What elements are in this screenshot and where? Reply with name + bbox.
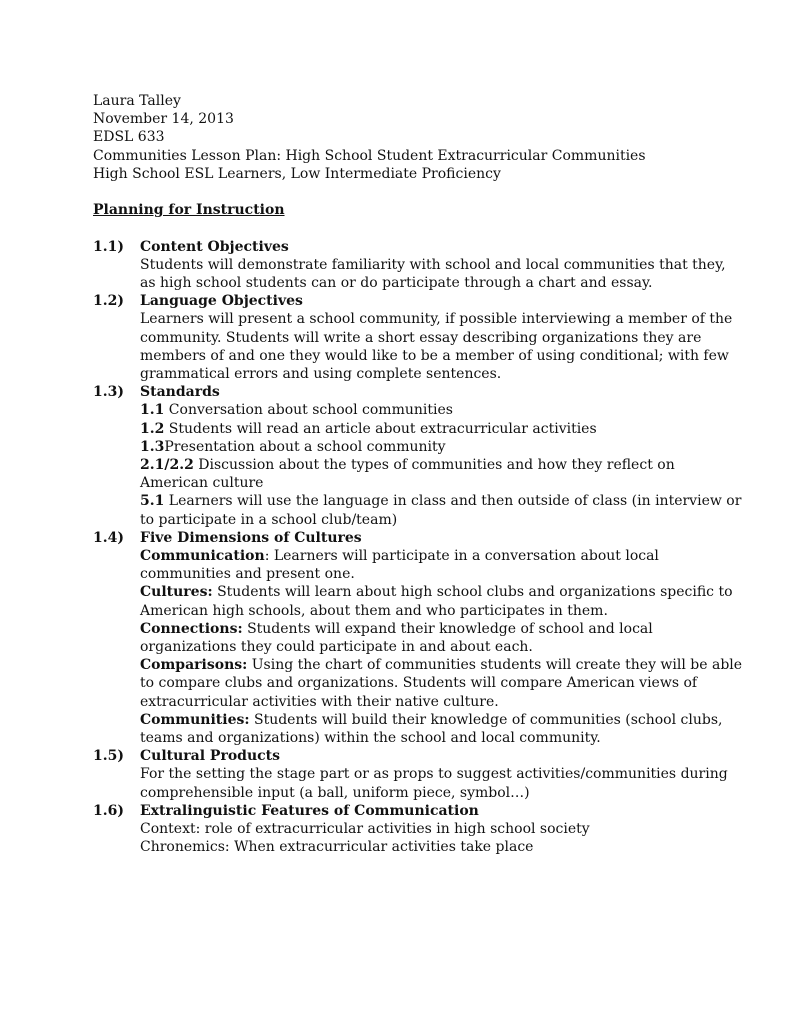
dimension-continuation: American high schools, about them and who participates in them. — [140, 602, 608, 619]
section-number: 1.3) — [93, 384, 124, 401]
dimension-connections — [140, 620, 711, 638]
dimension-continuation: teams and organizations) within the school and local community. — [140, 730, 601, 747]
section-number: 1.6) — [93, 802, 124, 819]
section-number: 1.1) — [93, 238, 124, 255]
dimension-communication — [140, 547, 711, 565]
section-title: Standards — [140, 384, 220, 401]
section-text: Learners will present a school community, if possible interviewing a member of the — [140, 311, 733, 328]
dimension-continuation: organizations they could participate in and about each. — [140, 639, 533, 656]
section-title: Content Objectives — [140, 238, 289, 255]
dimension-label: Comparisons: — [140, 657, 248, 674]
section-title: Extralinguistic Features of Communication — [140, 802, 479, 819]
section-text: as high school students can or do participate through a chart and essay. — [140, 275, 653, 291]
dimension-continuation: extracurricular activities with their native culture. — [140, 693, 499, 710]
standard-label: 2.1/2.2 — [140, 457, 194, 474]
standard-text: Learners will use the language in class and then outside of class (in interview or — [164, 493, 742, 510]
standard-label: 1.3 — [140, 438, 165, 455]
section-number: 1.5) — [93, 748, 124, 765]
section-heading: Planning for Instruction — [93, 202, 285, 219]
section-title: Cultural Products — [140, 748, 281, 765]
dimension-continuation: communities and present one. — [140, 566, 355, 583]
section-text: Chronemics: When extracurricular activities take place — [140, 839, 534, 856]
document-date: November 14, 2013 — [93, 111, 234, 128]
standard-item — [140, 456, 711, 474]
section-text: comprehensible input (a ball, uniform piece, symbol…) — [140, 784, 530, 801]
dimension-text: Students will expand their knowledge of school and local — [242, 620, 653, 637]
standard-label: 1.2 — [140, 420, 165, 437]
dimension-label: Connections: — [140, 620, 243, 637]
standard-label: 1.1 — [140, 402, 165, 419]
dimension-continuation: to compare clubs and organizations. Students will compare American views of — [140, 675, 698, 692]
dimension-label: Communities: — [140, 711, 250, 728]
standard-item — [140, 492, 742, 510]
standard-text: Students will read an article about extracurricular activities — [164, 420, 597, 437]
dimension-text: Students will build their knowledge of communities (school clubs, — [249, 711, 723, 728]
standard-continuation: American culture — [140, 475, 264, 492]
audience-line: High School ESL Learners, Low Intermediate Proficiency — [93, 165, 501, 182]
section-1-5 — [93, 747, 728, 802]
section-text: members of and one they would like to be a member of using conditional; with few — [140, 347, 729, 364]
dimension-text: Students will learn about high school clubs and organizations specific to — [212, 584, 733, 601]
section-number: 1.2) — [93, 293, 124, 310]
section-text: Students will demonstrate familiarity with school and local communities that they, — [140, 256, 726, 273]
lesson-title: Communities Lesson Plan: High School Student Extracurricular Communities — [93, 147, 646, 164]
standard-item — [140, 438, 711, 456]
section-1-1 — [93, 238, 726, 293]
standard-label: 5.1 — [140, 493, 165, 510]
standard-item — [140, 420, 711, 438]
section-text: Context: role of extracurricular activities in high school society — [140, 821, 590, 838]
dimension-label: Communication — [140, 548, 265, 565]
dimension-comparisons — [140, 656, 743, 674]
course-code: EDSL 633 — [93, 129, 165, 146]
section-1-4 — [93, 529, 743, 747]
section-text: community. Students will write a short essay describing organizations they are — [140, 329, 702, 346]
section-1-3 — [93, 383, 742, 529]
author-name: Laura Talley — [93, 93, 181, 109]
standard-continuation: to participate in a school club/team) — [140, 511, 398, 528]
dimension-text: Using the chart of communities students will create they will be able — [247, 657, 743, 674]
section-text: For the setting the stage part or as props to suggest activities/communities during — [140, 766, 728, 783]
dimension-communities — [140, 711, 723, 729]
dimension-label: Cultures: — [140, 584, 213, 601]
section-title: Five Dimensions of Cultures — [140, 529, 362, 546]
standard-item — [140, 401, 711, 419]
dimension-text: : Learners will participate in a conversation about local — [264, 548, 659, 565]
section-number: 1.4) — [93, 529, 124, 546]
section-text: grammatical errors and using complete sentences. — [140, 366, 502, 383]
section-1-6 — [93, 802, 711, 857]
standard-text: Conversation about school communities — [164, 402, 453, 419]
standard-text: Discussion about the types of communities and how they reflect on — [193, 457, 675, 474]
header-block — [93, 92, 711, 183]
standard-text: Presentation about a school community — [164, 438, 446, 455]
section-1-2 — [93, 292, 733, 383]
dimension-cultures — [140, 583, 733, 601]
section-title: Language Objectives — [140, 293, 303, 310]
